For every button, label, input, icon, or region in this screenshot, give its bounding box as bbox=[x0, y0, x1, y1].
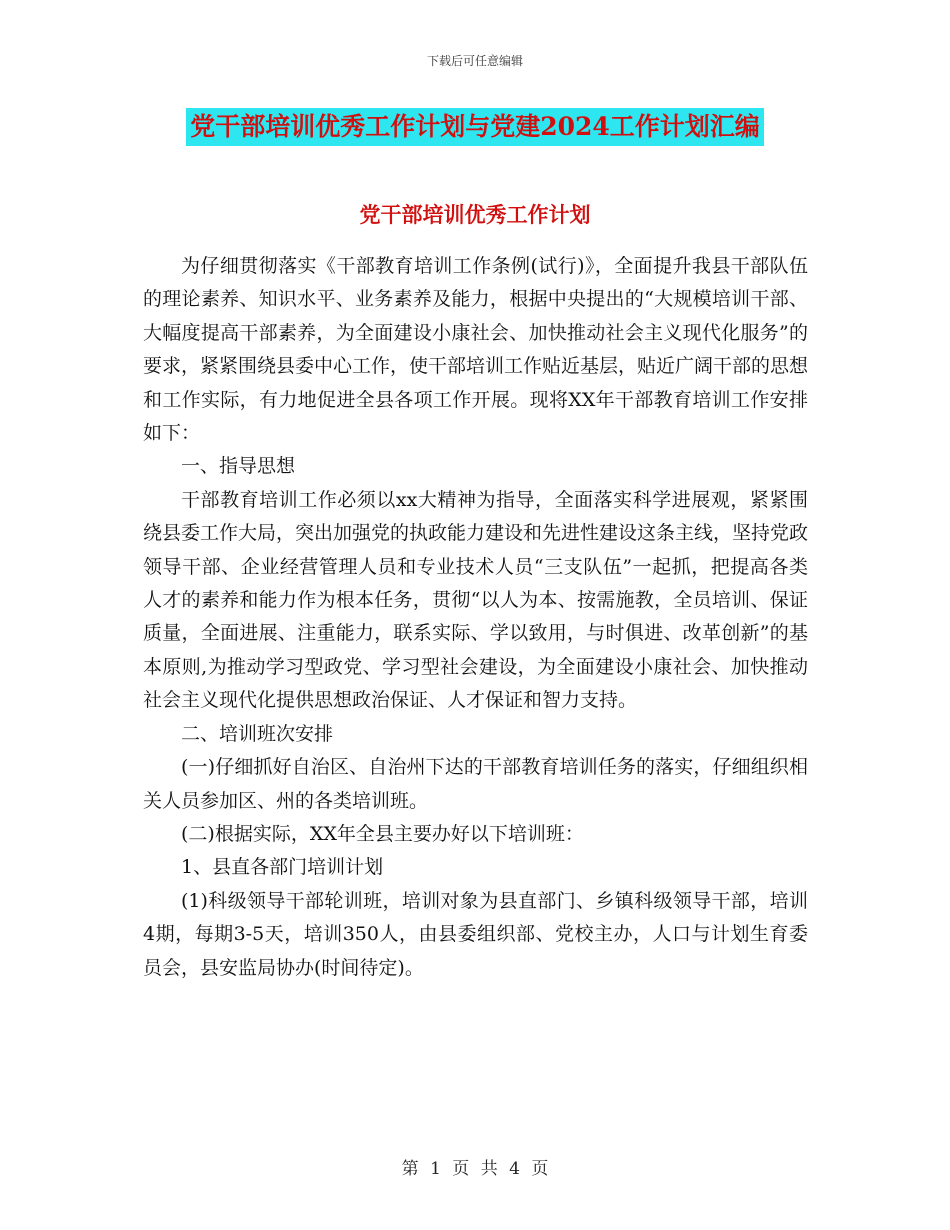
heading-guiding-thought: 一、指导思想 bbox=[181, 455, 296, 478]
document-body bbox=[143, 250, 808, 985]
paragraph-guiding-thought: 干部教育培训工作必须以xx大精神为指导，全面落实科学进展观，紧紧围绕县委工作大局，突出加强党的执政能力建设和先进性建设这条主线，坚持党政领导干部、企业经营管理人员和专业技术人员“三支队伍”一起抓，把提高各类人才的素养和能力作为根本任务，贯彻“以人为本、按需施教，全员培训、保证质量，全面进展、注重能力，联系实际、学以致用，与时俱进、改革创新”的基本原则,为推动学习型政党、学习型社会建设，为全面建设小康社会、加快推动社会主义现代化提供思想政治保证、人才保证和智力支持。 bbox=[143, 488, 809, 712]
subheading-county-departments: 1、县直各部门培训计划 bbox=[181, 856, 384, 879]
paragraph-cadre-training: (1)科级领导干部轮训班，培训对象为县直部门、乡镇科级领导干部，培训4期，每期3-5天，培训350人，由县委组织部、党校主办，人口与计划生育委员会，县安监局协办(时间待定)。 bbox=[143, 889, 808, 979]
document-title-container bbox=[0, 108, 950, 146]
page-number-footer: 第 1 页 共 4 页 bbox=[401, 1159, 549, 1179]
page-header-note: 下载后可任意编辑 bbox=[426, 54, 523, 68]
document-title: 党干部培训优秀工作计划与党建2024工作计划汇编 bbox=[186, 108, 764, 146]
paragraph-arrangement-1: (一)仔细抓好自治区、自治州下达的干部教育培训任务的落实，仔细组织相关人员参加区、州的各类培训班。 bbox=[143, 756, 808, 812]
paragraph-intro: 为仔细贯彻落实《干部教育培训工作条例(试行)》，全面提升我县干部队伍的理论素养、知识水平、业务素养及能力，根据中央提出的“大规模培训干部、大幅度提高干部素养，为全面建设小康社会、加快推动社会主义现代化服务”的要求，紧紧围绕县委中心工作，使干部培训工作贴近基层，贴近广阔干部的思想和工作实际，有力地促进全县各项工作开展。现将XX年干部教育培训工作安排如下： bbox=[143, 255, 809, 445]
paragraph-arrangement-2: (二)根据实际，XX年全县主要办好以下培训班： bbox=[181, 822, 584, 845]
section-title: 党干部培训优秀工作计划 bbox=[359, 202, 591, 227]
heading-training-arrangement: 二、培训班次安排 bbox=[181, 722, 334, 745]
